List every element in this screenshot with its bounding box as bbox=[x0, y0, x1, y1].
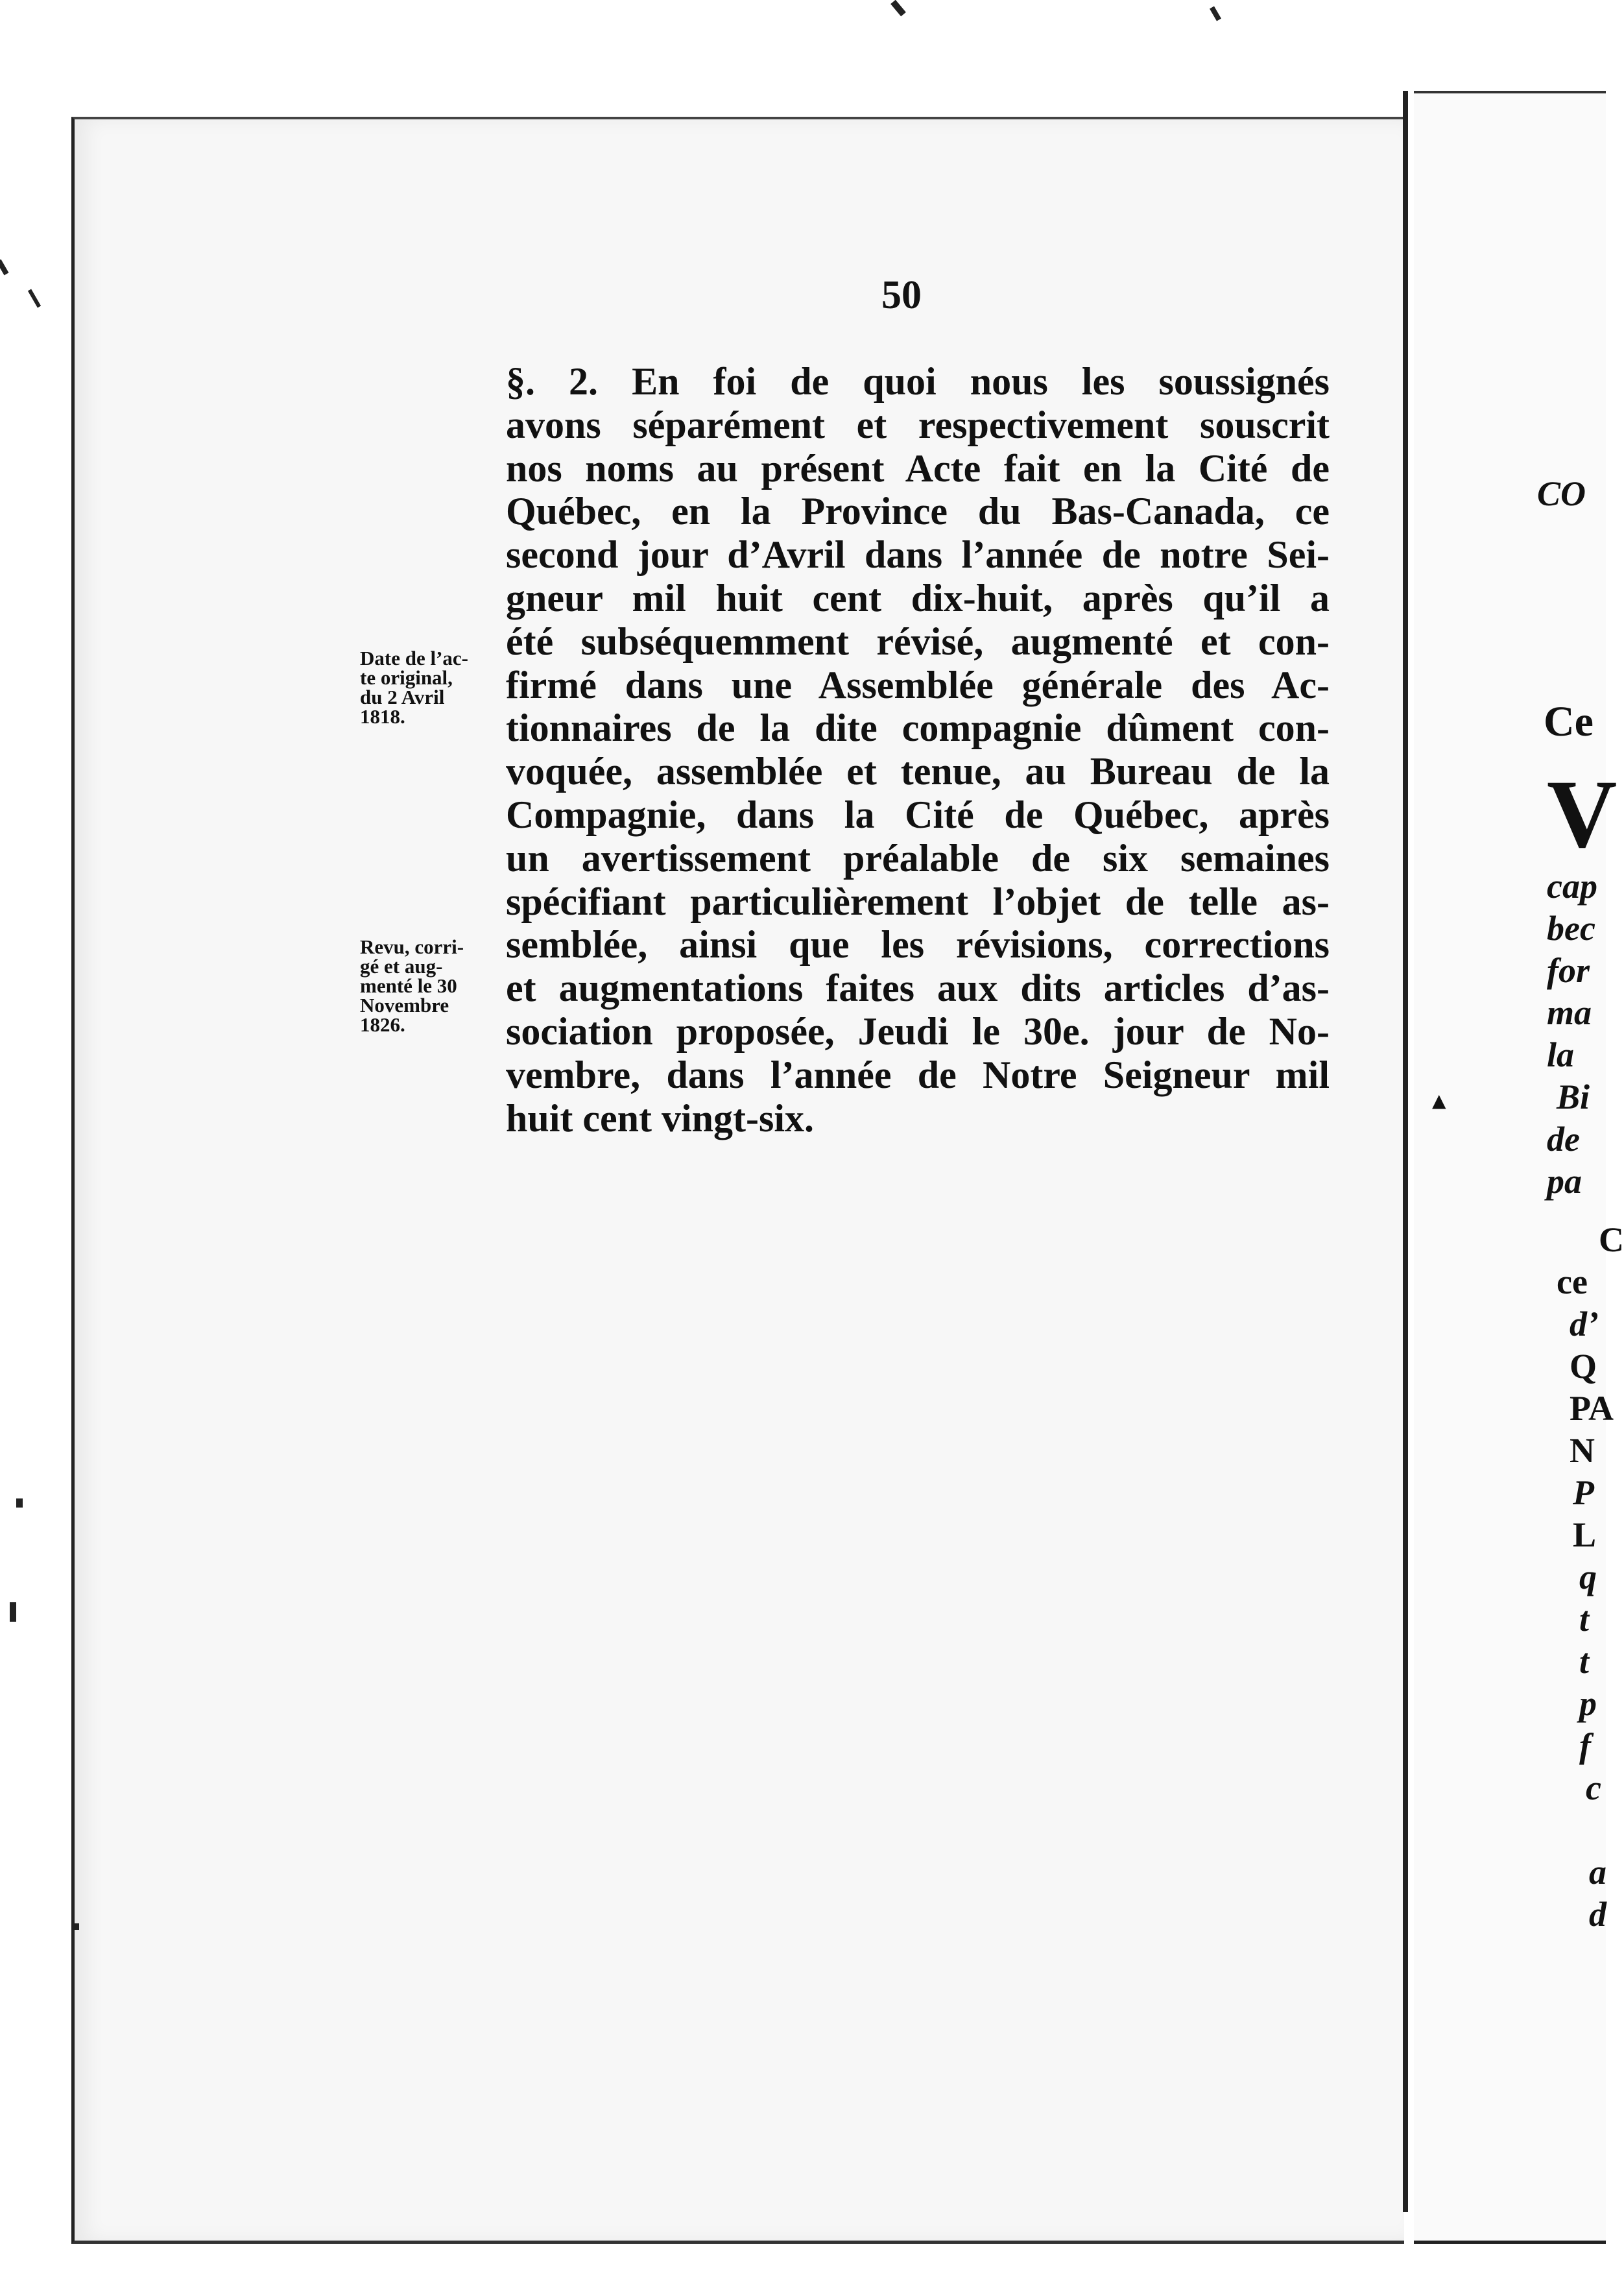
right-fragment: d’ bbox=[1570, 1305, 1599, 1343]
right-fragment: C bbox=[1599, 1220, 1624, 1259]
scan-speck bbox=[16, 1498, 23, 1508]
text-line: et augmentations faites aux dits articles d’as- bbox=[506, 967, 1330, 1010]
right-fragment: CO bbox=[1537, 474, 1586, 513]
main-paragraph bbox=[506, 360, 1330, 1140]
right-fragment: d bbox=[1589, 1895, 1606, 1934]
text-line: vembre, dans l’année de Notre Seigneur mil bbox=[506, 1053, 1330, 1096]
margin-note-line: Novembre bbox=[360, 994, 449, 1016]
right-fragment: V bbox=[1547, 760, 1618, 868]
margin-note-original-date bbox=[360, 649, 499, 727]
margin-note-line: te original, bbox=[360, 666, 453, 689]
text-line: second jour d’Avril dans l’année de notre Sei- bbox=[506, 533, 1330, 577]
right-fragment: Ce bbox=[1544, 698, 1594, 745]
right-fragment: q bbox=[1579, 1557, 1597, 1596]
right-fragment: PA bbox=[1570, 1389, 1614, 1428]
text-line: firmé dans une Assemblée générale des Ac- bbox=[506, 663, 1330, 706]
text-line: huit cent vingt-six. bbox=[506, 1096, 815, 1140]
text-line: semblée, ainsi que les révisions, corrections bbox=[506, 923, 1330, 967]
scan-speck bbox=[1210, 6, 1221, 21]
right-fragment: la bbox=[1547, 1035, 1575, 1074]
text-line: §. 2. En foi de quoi nous les soussignés bbox=[506, 360, 1330, 403]
right-fragment: for bbox=[1547, 951, 1590, 990]
right-fragment: a bbox=[1589, 1853, 1606, 1892]
right-fragment: L bbox=[1573, 1515, 1597, 1554]
scan-speck bbox=[0, 259, 8, 276]
right-fragment: pa bbox=[1547, 1162, 1582, 1201]
right-fragment: ma bbox=[1547, 993, 1592, 1032]
page-number: 50 bbox=[881, 273, 922, 317]
right-fragment: p bbox=[1579, 1684, 1597, 1723]
scan-speck bbox=[10, 1602, 16, 1622]
text-line: sociation proposée, Jeudi le 30e. jour de No- bbox=[506, 1009, 1330, 1053]
text-line: tionnaires de la dite compagnie dûment con- bbox=[506, 706, 1330, 750]
text-line: avons séparément et respectivement souscrit bbox=[506, 403, 1330, 446]
right-fragment: f bbox=[1579, 1726, 1591, 1765]
margin-note-line: Revu, corri- bbox=[360, 935, 464, 958]
margin-note-line: 1818. bbox=[360, 705, 405, 728]
margin-note-line: menté le 30 bbox=[360, 974, 457, 997]
right-fragment: N bbox=[1570, 1431, 1595, 1470]
right-fragment: cap bbox=[1547, 867, 1597, 906]
margin-note-line: du 2 Avril bbox=[360, 686, 445, 708]
scan-speck bbox=[890, 0, 906, 16]
right-fragment: bec bbox=[1547, 909, 1595, 948]
right-fragment: de bbox=[1547, 1120, 1580, 1159]
margin-note-line: gé et aug- bbox=[360, 955, 443, 978]
right-fragment: t bbox=[1579, 1600, 1590, 1639]
right-fragment: Q bbox=[1570, 1347, 1597, 1386]
triangle-mark-icon: ▲ bbox=[1432, 1090, 1446, 1111]
text-line: un avertissement préalable de six semaines bbox=[506, 836, 1330, 880]
text-line: voquée, assemblée et tenue, au Bureau de la bbox=[506, 750, 1330, 793]
right-fragment: c bbox=[1586, 1768, 1601, 1807]
book-gutter bbox=[1403, 91, 1408, 2212]
text-line: spécifiant particulièrement l’objet de telle as- bbox=[506, 880, 1330, 923]
text-line: été subséquemment révisé, augmenté et con- bbox=[506, 619, 1330, 663]
scan-speck bbox=[71, 1923, 79, 1930]
margin-note-line: Date de l’ac- bbox=[360, 647, 468, 669]
scan-speck bbox=[28, 289, 41, 308]
right-fragment: P bbox=[1573, 1473, 1594, 1512]
margin-note-line: 1826. bbox=[360, 1013, 405, 1036]
text-line: gneur mil huit cent dix-huit, après qu’il a bbox=[506, 576, 1330, 619]
right-fragment: ce bbox=[1557, 1262, 1588, 1301]
right-fragment: Bi bbox=[1557, 1077, 1590, 1116]
text-line: Compagnie, dans la Cité de Québec, après bbox=[506, 793, 1330, 836]
text-line: nos noms au présent Acte fait en la Cité de bbox=[506, 446, 1330, 490]
text-line: Québec, en la Province du Bas-Canada, ce bbox=[506, 490, 1330, 533]
margin-note-revision bbox=[360, 937, 499, 1035]
right-fragment: t bbox=[1579, 1642, 1590, 1681]
